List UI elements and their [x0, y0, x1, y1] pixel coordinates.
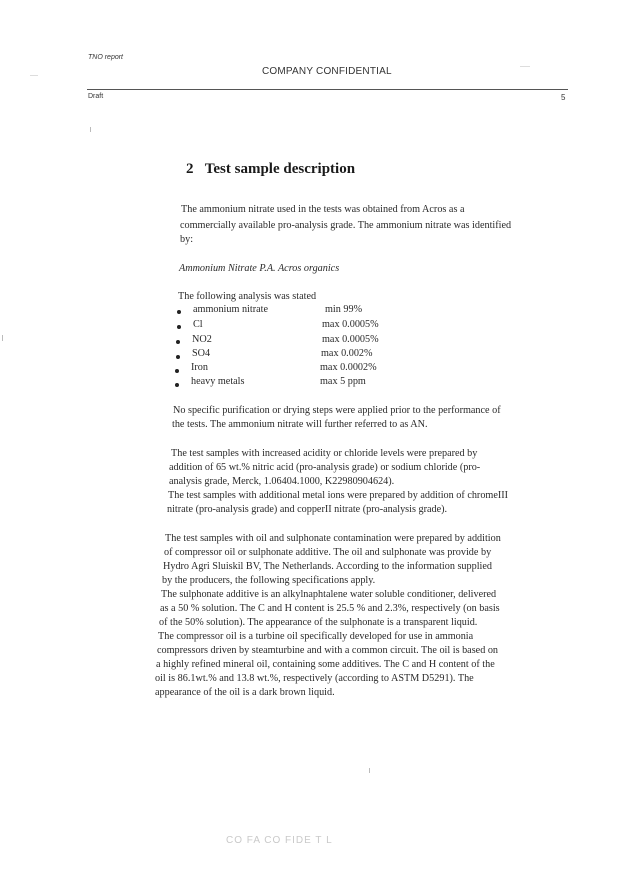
oil-line-6: as a 50 % solution. The C and H content is 25.5 % and 2.3%, respectively (on basis [160, 603, 500, 614]
oil-line-2: of compressor oil or sulphonate additive. The oil and sulphonate was provide by [164, 547, 492, 558]
analysis-item-name: Iron [191, 362, 208, 373]
analysis-item-name: ammonium nitrate [193, 304, 268, 315]
report-label: TNO report [88, 54, 124, 61]
oil-line-10: a highly refined mineral oil, containing some additives. The C and H content of the [156, 659, 495, 670]
analysis-intro: The following analysis was stated [178, 291, 317, 302]
analysis-item-value: max 0.002% [321, 348, 373, 359]
section-title: Test sample description [204, 161, 356, 177]
purification-line-2: the tests. The ammonium nitrate will further referred to as AN. [172, 419, 428, 430]
scan-speck [520, 66, 530, 67]
bullet-dot [175, 369, 179, 373]
product-name: Ammonium Nitrate P.A. Acros organics [179, 263, 340, 274]
scan-speck [30, 75, 38, 76]
intro-line-1: The ammonium nitrate used in the tests was obtained from Acros as a [181, 204, 465, 215]
oil-line-5: The sulphonate additive is an alkylnaphtalene water soluble conditioner, delivered [161, 589, 497, 600]
intro-line-2: commercially available pro-analysis grade. The ammonium nitrate was identified [180, 220, 512, 231]
confidential-label: COMPANY CONFIDENTIAL [262, 66, 392, 77]
page-number: 5 [561, 93, 566, 102]
oil-line-4: by the producers, the following specifications apply. [162, 575, 376, 586]
analysis-item-value: min 99% [325, 304, 363, 315]
analysis-item-value: max 0.0005% [322, 319, 379, 330]
acidity-line-3: analysis grade, Merck, 1.06404.1000, K22980904624). [169, 476, 395, 487]
oil-line-9: compressors driven by steamturbine and with a common circuit. The oil is based on [157, 645, 499, 656]
acidity-line-4: The test samples with additional metal ions were prepared by addition of chromeIII [168, 490, 509, 501]
acidity-line-2: addition of 65 wt.% nitric acid (pro-analysis grade) or sodium chloride (pro- [169, 462, 481, 473]
bullet-dot [176, 340, 180, 344]
acidity-line-1: The test samples with increased acidity or chloride levels were prepared by [171, 448, 478, 459]
oil-line-11: oil is 86.1wt.% and 13.8 wt.%, respectively (according to ASTM D5291). The [155, 673, 474, 684]
scan-speck [90, 127, 91, 132]
analysis-item-value: max 5 ppm [320, 376, 366, 387]
analysis-item-name: NO2 [192, 334, 212, 345]
oil-line-8: The compressor oil is a turbine oil specifically developed for use in ammonia [158, 631, 474, 642]
purification-line-1: No specific purification or drying steps were applied prior to the performance of [173, 405, 501, 416]
section-number: 2 [186, 161, 194, 177]
bullet-dot [175, 383, 179, 387]
section-heading [186, 161, 355, 178]
scan-speck [369, 768, 370, 773]
analysis-item-value: max 0.0005% [322, 334, 379, 345]
oil-line-7: of the 50% solution). The appearance of the sulphonate is a transparent liquid. [159, 617, 478, 628]
intro-line-3: by: [180, 234, 194, 245]
oil-line-1: The test samples with oil and sulphonate contamination were prepared by addition [165, 533, 501, 544]
oil-line-3: Hydro Agri Sluiskil BV, The Netherlands. According to the information supplied [163, 561, 492, 572]
header-rule [87, 89, 568, 90]
footer-watermark: CO FA CO FIDE T L [226, 835, 333, 846]
bullet-dot [177, 325, 181, 329]
bullet-dot [176, 355, 180, 359]
scan-speck [2, 335, 3, 341]
analysis-item-name: heavy metals [191, 376, 245, 387]
acidity-line-5: nitrate (pro-analysis grade) and copperII nitrate (pro-analysis grade). [167, 504, 448, 515]
draft-label: Draft [88, 93, 104, 100]
bullet-dot [177, 310, 181, 314]
analysis-item-name: Cl [193, 319, 203, 330]
oil-line-12: appearance of the oil is a dark brown liquid. [155, 687, 335, 698]
analysis-item-value: max 0.0002% [320, 362, 377, 373]
analysis-item-name: SO4 [192, 348, 211, 359]
